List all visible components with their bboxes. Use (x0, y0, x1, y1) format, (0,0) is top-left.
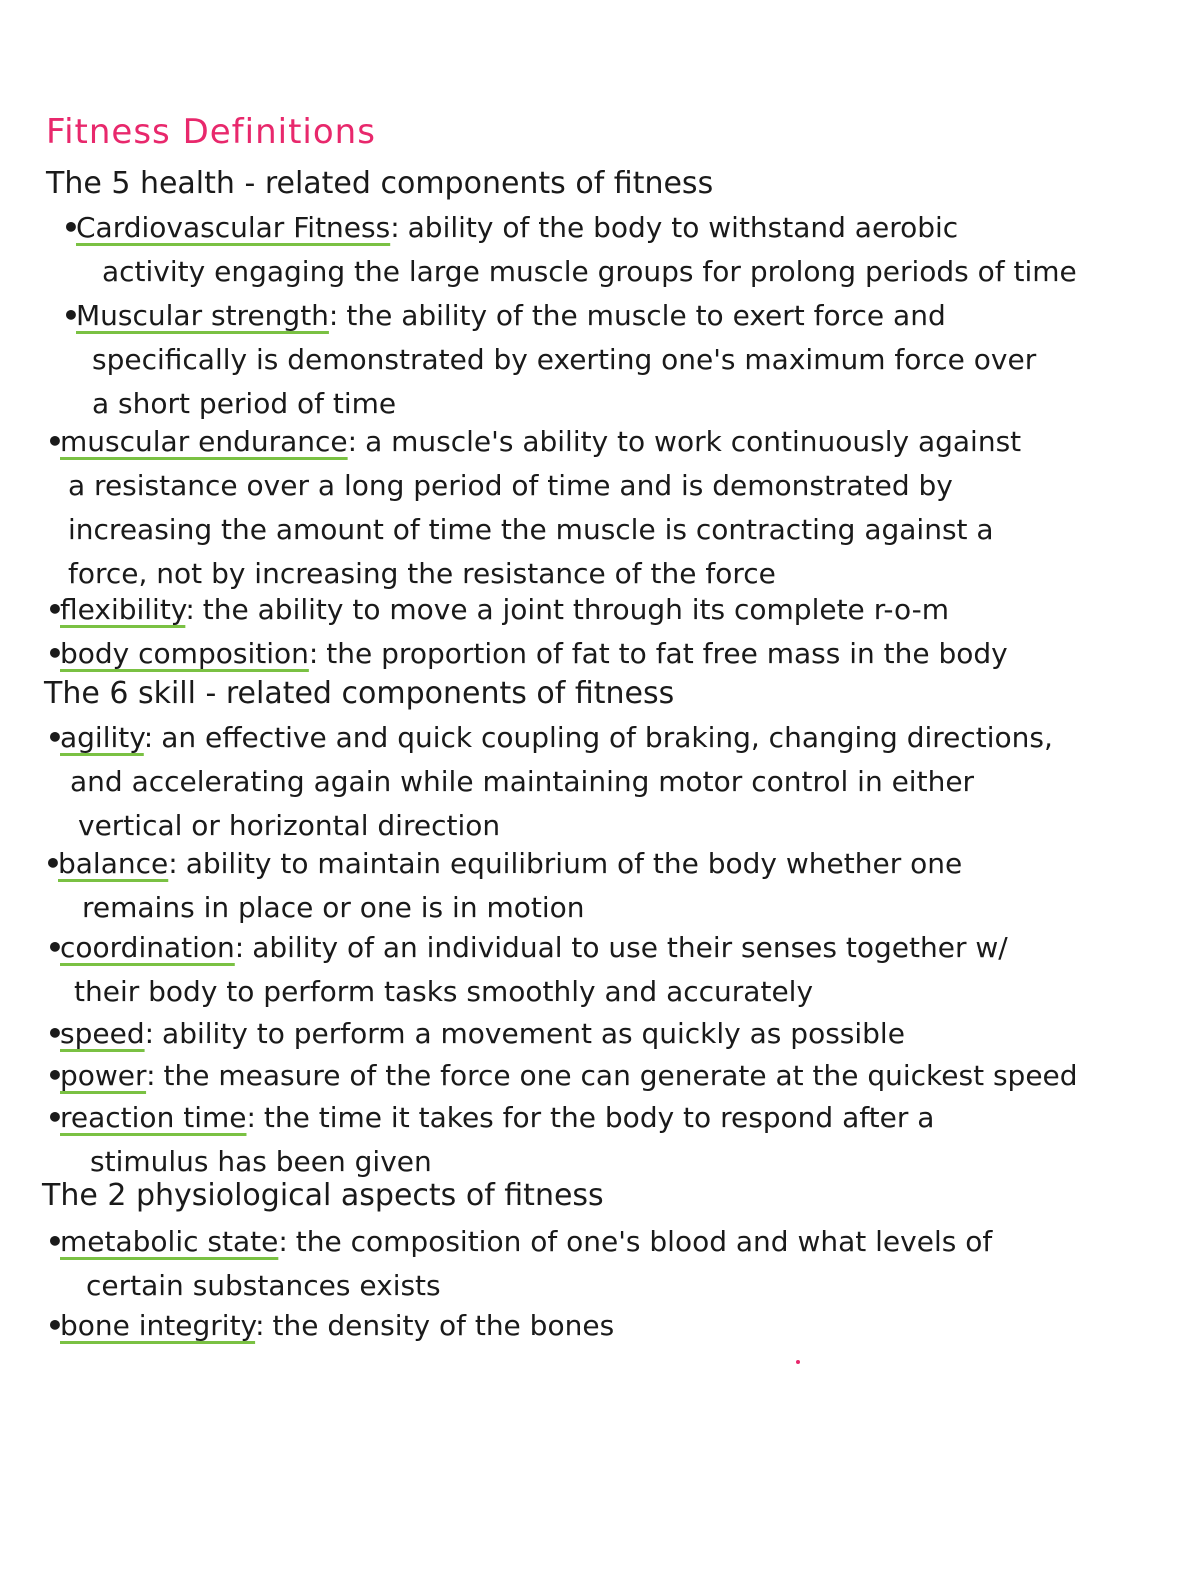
bullet-icon: • (46, 1101, 64, 1134)
definition: the proportion of fat to fat free mass in the body (326, 637, 1008, 670)
term: muscular endurance (60, 425, 348, 458)
definition: and accelerating again while maintaining motor control in either (70, 765, 975, 798)
skill-item-coordination: •coordination: ability of an individual to use their senses together w/ their body to perform tasks smoothly and accurately (46, 926, 1008, 1014)
health-item-endurance: •muscular endurance: a muscle's ability to work continuously against a resistance over a long period of time and is demonstrated by increasing the amount of time the muscle is contracting against a force, not by increasing the resistance of the force (46, 420, 1021, 596)
term: Cardiovascular Fitness (76, 211, 391, 244)
physio-heading: The 2 physiological aspects of fitness (42, 1178, 604, 1213)
definition: certain substances exists (86, 1269, 441, 1302)
term: body composition (60, 637, 309, 670)
bullet-icon: • (46, 1309, 64, 1342)
skill-item-power: •power: the measure of the force one can generate at the quickest speed (46, 1054, 1078, 1098)
definition: specifically is demonstrated by exerting one's maximum force over (92, 343, 1037, 376)
bullet-icon: • (44, 847, 62, 880)
physio-item-bone: •bone integrity: the density of the bones (46, 1304, 614, 1348)
term: metabolic state (60, 1225, 279, 1258)
definition: the ability to move a joint through its complete r-o-m (202, 593, 950, 626)
definition: ability of the body to withstand aerobic (407, 211, 959, 244)
definition: the composition of one's blood and what levels of (295, 1225, 993, 1258)
definition: ability to perform a movement as quickly as possible (162, 1017, 905, 1050)
term: balance (58, 847, 169, 880)
physio-item-metabolic: •metabolic state: the composition of one's blood and what levels of certain substances exists (46, 1220, 992, 1308)
definition: the measure of the force one can generate at the quickest speed (163, 1059, 1078, 1092)
health-item-strength: •Muscular strength: the ability of the muscle to exert force and specifically is demonstrated by exerting one's maximum force over a short period of time (62, 294, 1036, 426)
definition: a muscle's ability to work continuously against (365, 425, 1022, 458)
term: speed (60, 1017, 145, 1050)
skill-heading: The 6 skill - related components of fitness (44, 676, 675, 711)
definition: vertical or horizontal direction (78, 809, 501, 842)
definition: the time it takes for the body to respond after a (263, 1101, 935, 1134)
page-title: Fitness Definitions (46, 112, 376, 152)
term: bone integrity (60, 1309, 256, 1342)
definition: force, not by increasing the resistance of the force (68, 557, 776, 590)
ink-dot (796, 1360, 800, 1364)
bullet-icon: • (46, 593, 64, 626)
bullet-icon: • (46, 1017, 64, 1050)
definition: activity engaging the large muscle groups for prolong periods of time (102, 255, 1077, 288)
bullet-icon: • (46, 637, 64, 670)
term: Muscular strength (76, 299, 329, 332)
bullet-icon: • (46, 425, 64, 458)
definition: a short period of time (92, 387, 397, 420)
health-item-body-composition: •body composition: the proportion of fat to fat free mass in the body (46, 632, 1008, 676)
bullet-icon: • (62, 299, 80, 332)
definition: increasing the amount of time the muscle is contracting against a (68, 513, 994, 546)
definition: a resistance over a long period of time and is demonstrated by (68, 469, 953, 502)
bullet-icon: • (46, 1225, 64, 1258)
term: reaction time (60, 1101, 247, 1134)
definition: ability of an individual to use their senses together w/ (252, 931, 1008, 964)
definition: ability to maintain equilibrium of the body whether one (185, 847, 963, 880)
definition: an effective and quick coupling of braking, changing directions, (161, 721, 1053, 754)
definition: the density of the bones (272, 1309, 615, 1342)
skill-item-agility: •agility: an effective and quick coupling of braking, changing directions, and accelerating again while maintaining motor control in either vertical or horizontal direction (46, 716, 1053, 848)
bullet-icon: • (62, 211, 80, 244)
skill-item-speed: •speed: ability to perform a movement as quickly as possible (46, 1012, 905, 1056)
definition: stimulus has been given (90, 1145, 432, 1178)
term: agility (60, 721, 144, 754)
definition: their body to perform tasks smoothly and accurately (74, 975, 814, 1008)
bullet-icon: • (46, 1059, 64, 1092)
term: coordination (60, 931, 235, 964)
definition: remains in place or one is in motion (82, 891, 585, 924)
definition: the ability of the muscle to exert force and (346, 299, 946, 332)
term: power (60, 1059, 147, 1092)
health-item-cardiovascular: •Cardiovascular Fitness: ability of the body to withstand aerobic activity engaging the large muscle groups for prolong periods of time (62, 206, 1077, 294)
term: flexibility (60, 593, 186, 626)
bullet-icon: • (46, 721, 64, 754)
skill-item-reaction-time: •reaction time: the time it takes for the body to respond after a stimulus has been given (46, 1096, 934, 1184)
skill-item-balance: •balance: ability to maintain equilibrium of the body whether one remains in place or one is in motion (44, 842, 962, 930)
health-item-flexibility: •flexibility: the ability to move a joint through its complete r-o-m (46, 588, 949, 632)
health-heading: The 5 health - related components of fitness (46, 166, 714, 201)
bullet-icon: • (46, 931, 64, 964)
